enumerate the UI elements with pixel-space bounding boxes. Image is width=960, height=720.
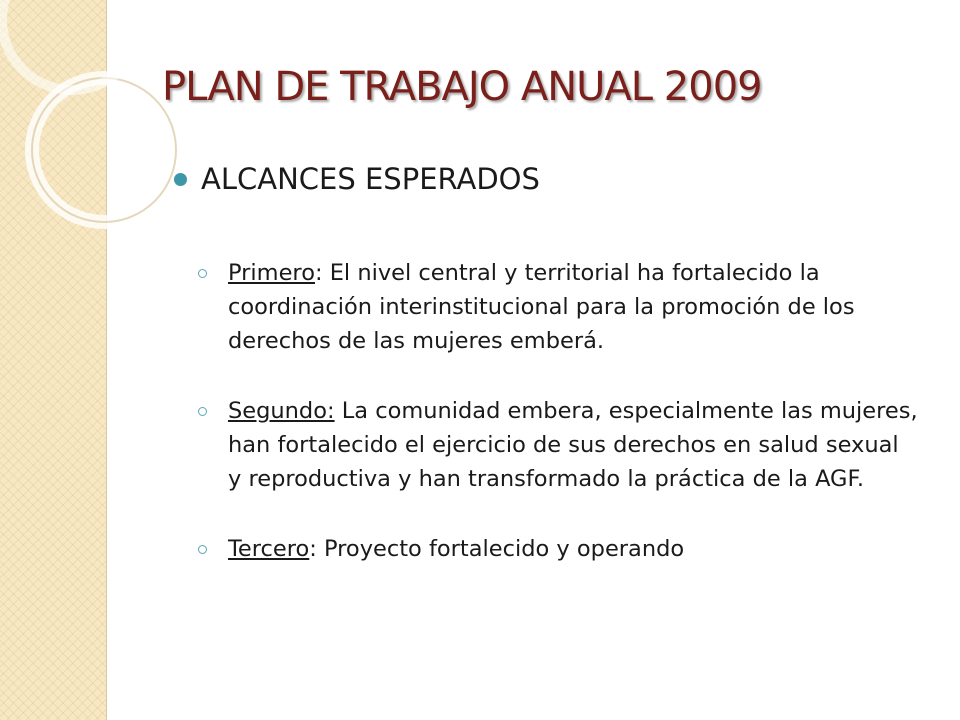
item-separator: : (309, 536, 324, 562)
item-text: Proyecto fortalecido y operando (324, 536, 685, 562)
item-separator: : (314, 260, 330, 286)
item-label: Tercero (228, 536, 310, 562)
section-heading: ALCANCES ESPERADOS (201, 162, 540, 196)
item-label: Primero (228, 260, 315, 286)
item-text: La comunidad embera, especialmente las mujeres, han fortalecido el ejercicio de sus derechos en salud sexual y reproductiva y han transformado la práctica de la AGF. (228, 398, 918, 492)
heading-bullet (174, 162, 540, 196)
list-item-segundo (198, 394, 918, 496)
circle-bullet-icon (198, 407, 207, 416)
circle-bullet-icon (198, 269, 207, 278)
bullet-dot-icon (174, 173, 187, 186)
slide-title: PLAN DE TRABAJO ANUAL 2009 (162, 64, 762, 110)
item-list (198, 256, 918, 566)
decorative-circles (0, 0, 240, 260)
list-item-primero (198, 256, 918, 358)
item-label: Segundo: (228, 398, 335, 424)
item-text: El nivel central y territorial ha fortalecido la coordinación interinstitucional para la promoción de los derechos de las mujeres emberá. (228, 260, 855, 354)
list-item-tercero (198, 532, 918, 566)
item-separator (335, 398, 342, 424)
circle-bullet-icon (198, 545, 207, 554)
